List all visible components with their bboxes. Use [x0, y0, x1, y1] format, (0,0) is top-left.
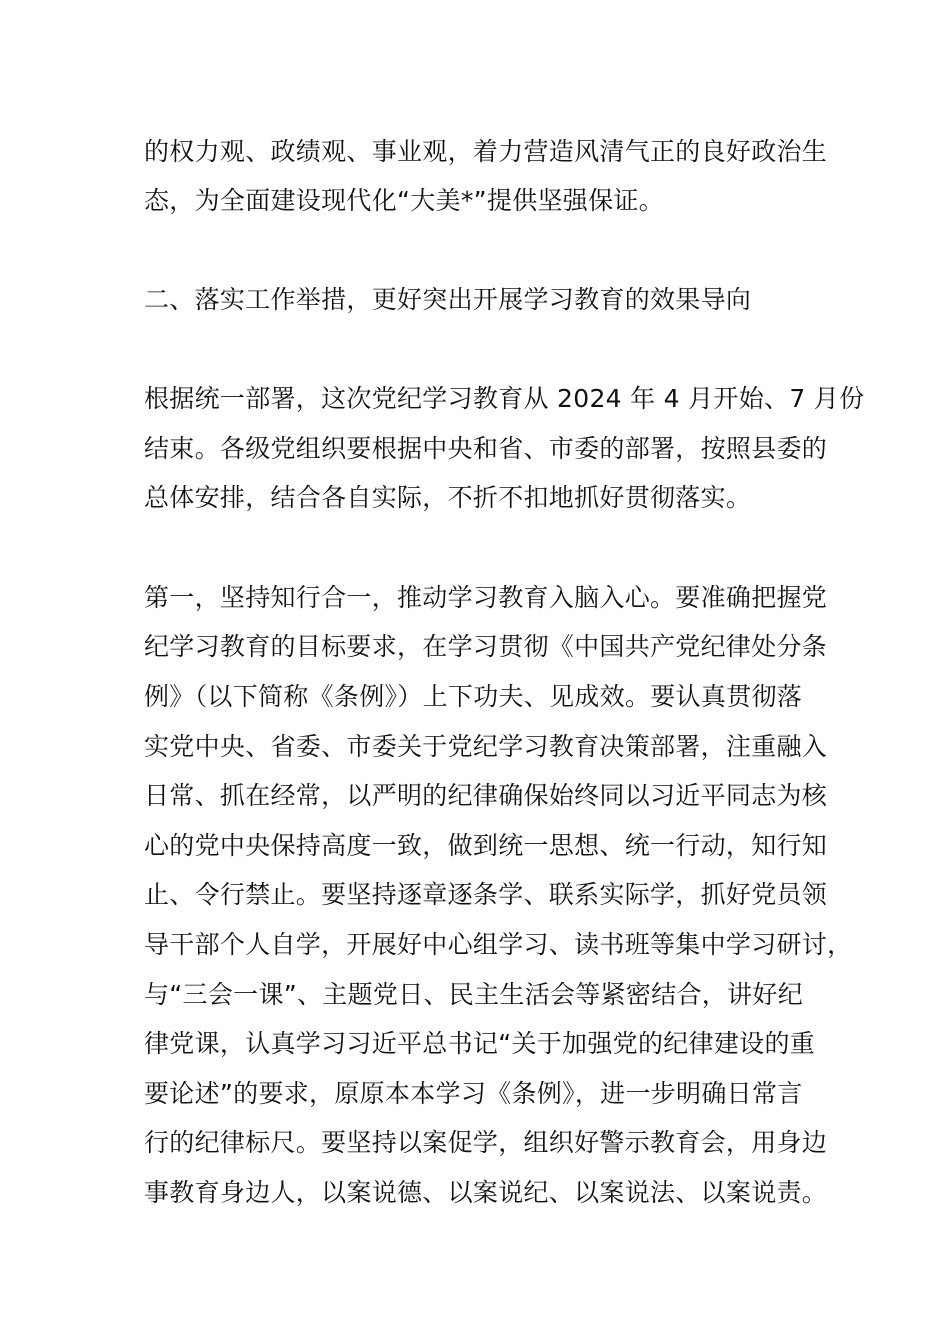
paragraph-1-line-2: 态，为全面建设现代化“大美*”提供坚强保证。 — [144, 186, 665, 215]
paragraph-3-line-8: 导干部个人自学，开展好中心组学习、读书班等集中学习研讨， — [144, 930, 853, 959]
paragraph-3-line-10: 律党课，认真学习习近平总书记“关于加强党的纪律建设的重 — [144, 1029, 816, 1058]
paragraph-2-line-2: 结束。各级党组织要根据中央和省、市委的部署，按照县委的 — [144, 434, 828, 463]
paragraph-3-line-13: 事教育身边人，以案说德、以案说纪、以案说法、以案说责。 — [144, 1178, 828, 1207]
paragraph-2-line-1: 根据统一部署，这次党纪学习教育从 2024 年 4 月开始、7 月份 — [144, 384, 865, 413]
paragraph-3-line-5: 日常、抓在经常，以严明的纪律确保始终同以习近平同志为核 — [144, 781, 828, 810]
paragraph-2-line-3: 总体安排，结合各自实际，不折不扣地抓好贯彻落实。 — [144, 483, 752, 512]
section-heading-2: 二、落实工作举措，更好突出开展学习教育的效果导向 — [144, 285, 752, 314]
paragraph-3-line-6: 心的党中央保持高度一致，做到统一思想、统一行动，知行知 — [144, 831, 828, 860]
paragraph-3-line-12: 行的纪律标尺。要坚持以案促学，组织好警示教育会，用身边 — [144, 1128, 828, 1157]
paragraph-3-line-9: 与“三会一课”、主题党日、民主生活会等紧密结合，讲好纪 — [144, 980, 804, 1009]
paragraph-3-line-1: 第一，坚持知行合一，推动学习教育入脑入心。要准确把握党 — [144, 583, 828, 612]
paragraph-3-line-4: 实党中央、省委、市委关于党纪学习教育决策部署，注重融入 — [144, 732, 828, 761]
paragraph-3-line-7: 止、令行禁止。要坚持逐章逐条学、联系实际学，抓好党员领 — [144, 880, 828, 909]
paragraph-3-line-11: 要论述”的要求，原原本本学习《条例》，进一步明确日常言 — [144, 1079, 803, 1108]
paragraph-1-line-1: 的权力观、政绩观、事业观，着力营造风清气正的良好政治生 — [144, 137, 828, 166]
paragraph-3-line-2: 纪学习教育的目标要求，在学习贯彻《中国共产党纪律处分条 — [144, 632, 828, 661]
paragraph-3-line-3: 例》（以下简称《条例》）上下功夫、见成效。要认真贯彻落 — [144, 682, 803, 711]
